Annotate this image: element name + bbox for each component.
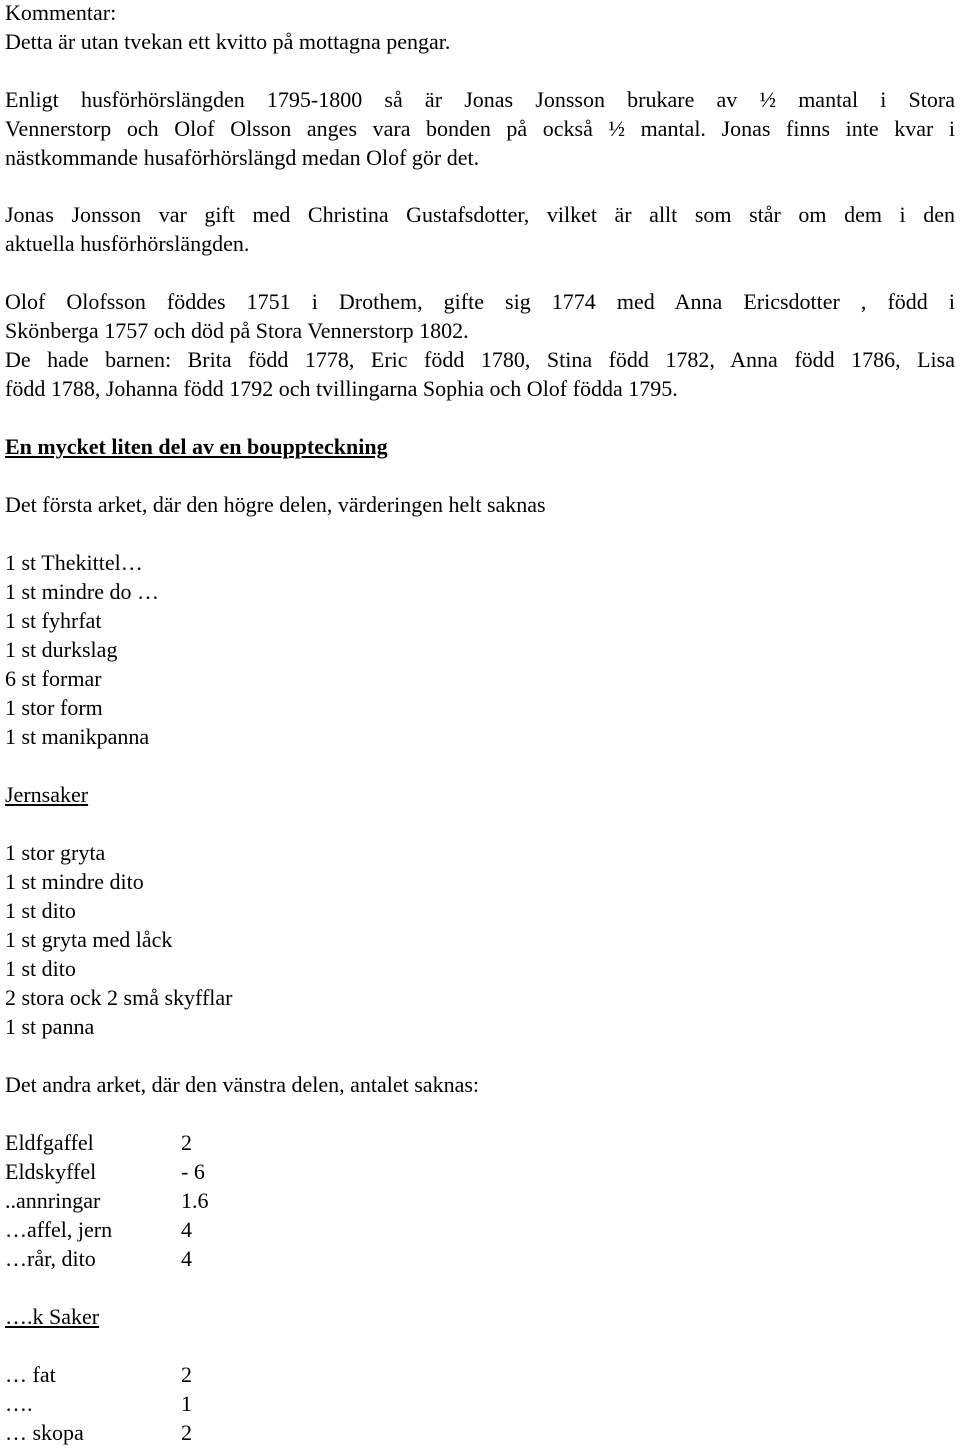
list-item: 1 stor form [5, 695, 103, 720]
item-name: … skopa [5, 1420, 84, 1445]
paragraph-3-line-3: De hade barnen: Brita född 1778, Eric född 1780, Stina född 1782, Anna född 1786, Lisa [5, 347, 955, 372]
sheet-1-intro: Det första arket, där den högre delen, värderingen helt saknas [5, 492, 546, 517]
item-value: 2 [181, 1362, 192, 1387]
list-item: 1 st mindre do … [5, 579, 159, 604]
paragraph-1-line-3: nästkommande husaförhörslängd medan Olof gör det. [5, 145, 480, 170]
list-item: 1 st manikpanna [5, 724, 150, 749]
paragraph-3-line-1: Olof Olofsson föddes 1751 i Drothem, gifte sig 1774 med Anna Ericsdotter , född i [5, 289, 955, 314]
paragraph-2-line-1: Jonas Jonsson var gift med Christina Gustafsdotter, vilket är allt som står om dem i den [5, 202, 955, 227]
item-value: 1.6 [181, 1188, 209, 1213]
list-item: 2 stora ock 2 små skyfflar [5, 985, 233, 1010]
item-value: 2 [181, 1420, 192, 1445]
section-heading-jernsaker: Jernsaker [5, 782, 89, 807]
item-value: 1 [181, 1391, 192, 1416]
item-name: … fat [5, 1362, 56, 1387]
item-value: 4 [181, 1217, 192, 1242]
list-item: 1 st dito [5, 956, 76, 981]
item-name: Eldfgaffel [5, 1130, 94, 1155]
sheet-2-intro: Det andra arket, där den vänstra delen, antalet saknas: [5, 1072, 480, 1097]
section-heading-k-saker: ….k Saker [5, 1304, 100, 1329]
item-value: - 6 [181, 1159, 205, 1184]
item-value: 4 [181, 1246, 192, 1271]
item-name: Eldskyffel [5, 1159, 97, 1184]
list-item: 1 stor gryta [5, 840, 106, 865]
paragraph-3-line-4: född 1788, Johanna född 1792 och tvillingarna Sophia och Olof födda 1795. [5, 376, 678, 401]
comment-text: Detta är utan tvekan ett kvitto på mottagna pengar. [5, 29, 451, 54]
list-item: 1 st Thekittel… [5, 550, 143, 575]
paragraph-3-line-2: Skönberga 1757 och död på Stora Vennerstorp 1802. [5, 318, 469, 343]
item-value: 2 [181, 1130, 192, 1155]
inventory-title: En mycket liten del av en bouppteckning [5, 434, 388, 459]
paragraph-2-line-2: aktuella husförhörslängden. [5, 231, 250, 256]
item-name: …rår, dito [5, 1246, 96, 1271]
list-item: 1 st gryta med låck [5, 927, 173, 952]
list-item: 1 st mindre dito [5, 869, 144, 894]
list-item: 6 st formar [5, 666, 102, 691]
item-name: …. [5, 1391, 33, 1416]
paragraph-1-line-2: Vennerstorp och Olof Olsson anges vara bonden på också ½ mantal. Jonas finns inte kvar i [5, 116, 955, 141]
paragraph-1-line-1: Enligt husförhörslängden 1795-1800 så är Jonas Jonsson brukare av ½ mantal i Stora [5, 87, 955, 112]
list-item: 1 st panna [5, 1014, 95, 1039]
list-item: 1 st durkslag [5, 637, 118, 662]
comment-heading: Kommentar: [5, 0, 117, 25]
list-item: 1 st dito [5, 898, 76, 923]
list-item: 1 st fyhrfat [5, 608, 102, 633]
item-name: ..annringar [5, 1188, 101, 1213]
item-name: …affel, jern [5, 1217, 113, 1242]
